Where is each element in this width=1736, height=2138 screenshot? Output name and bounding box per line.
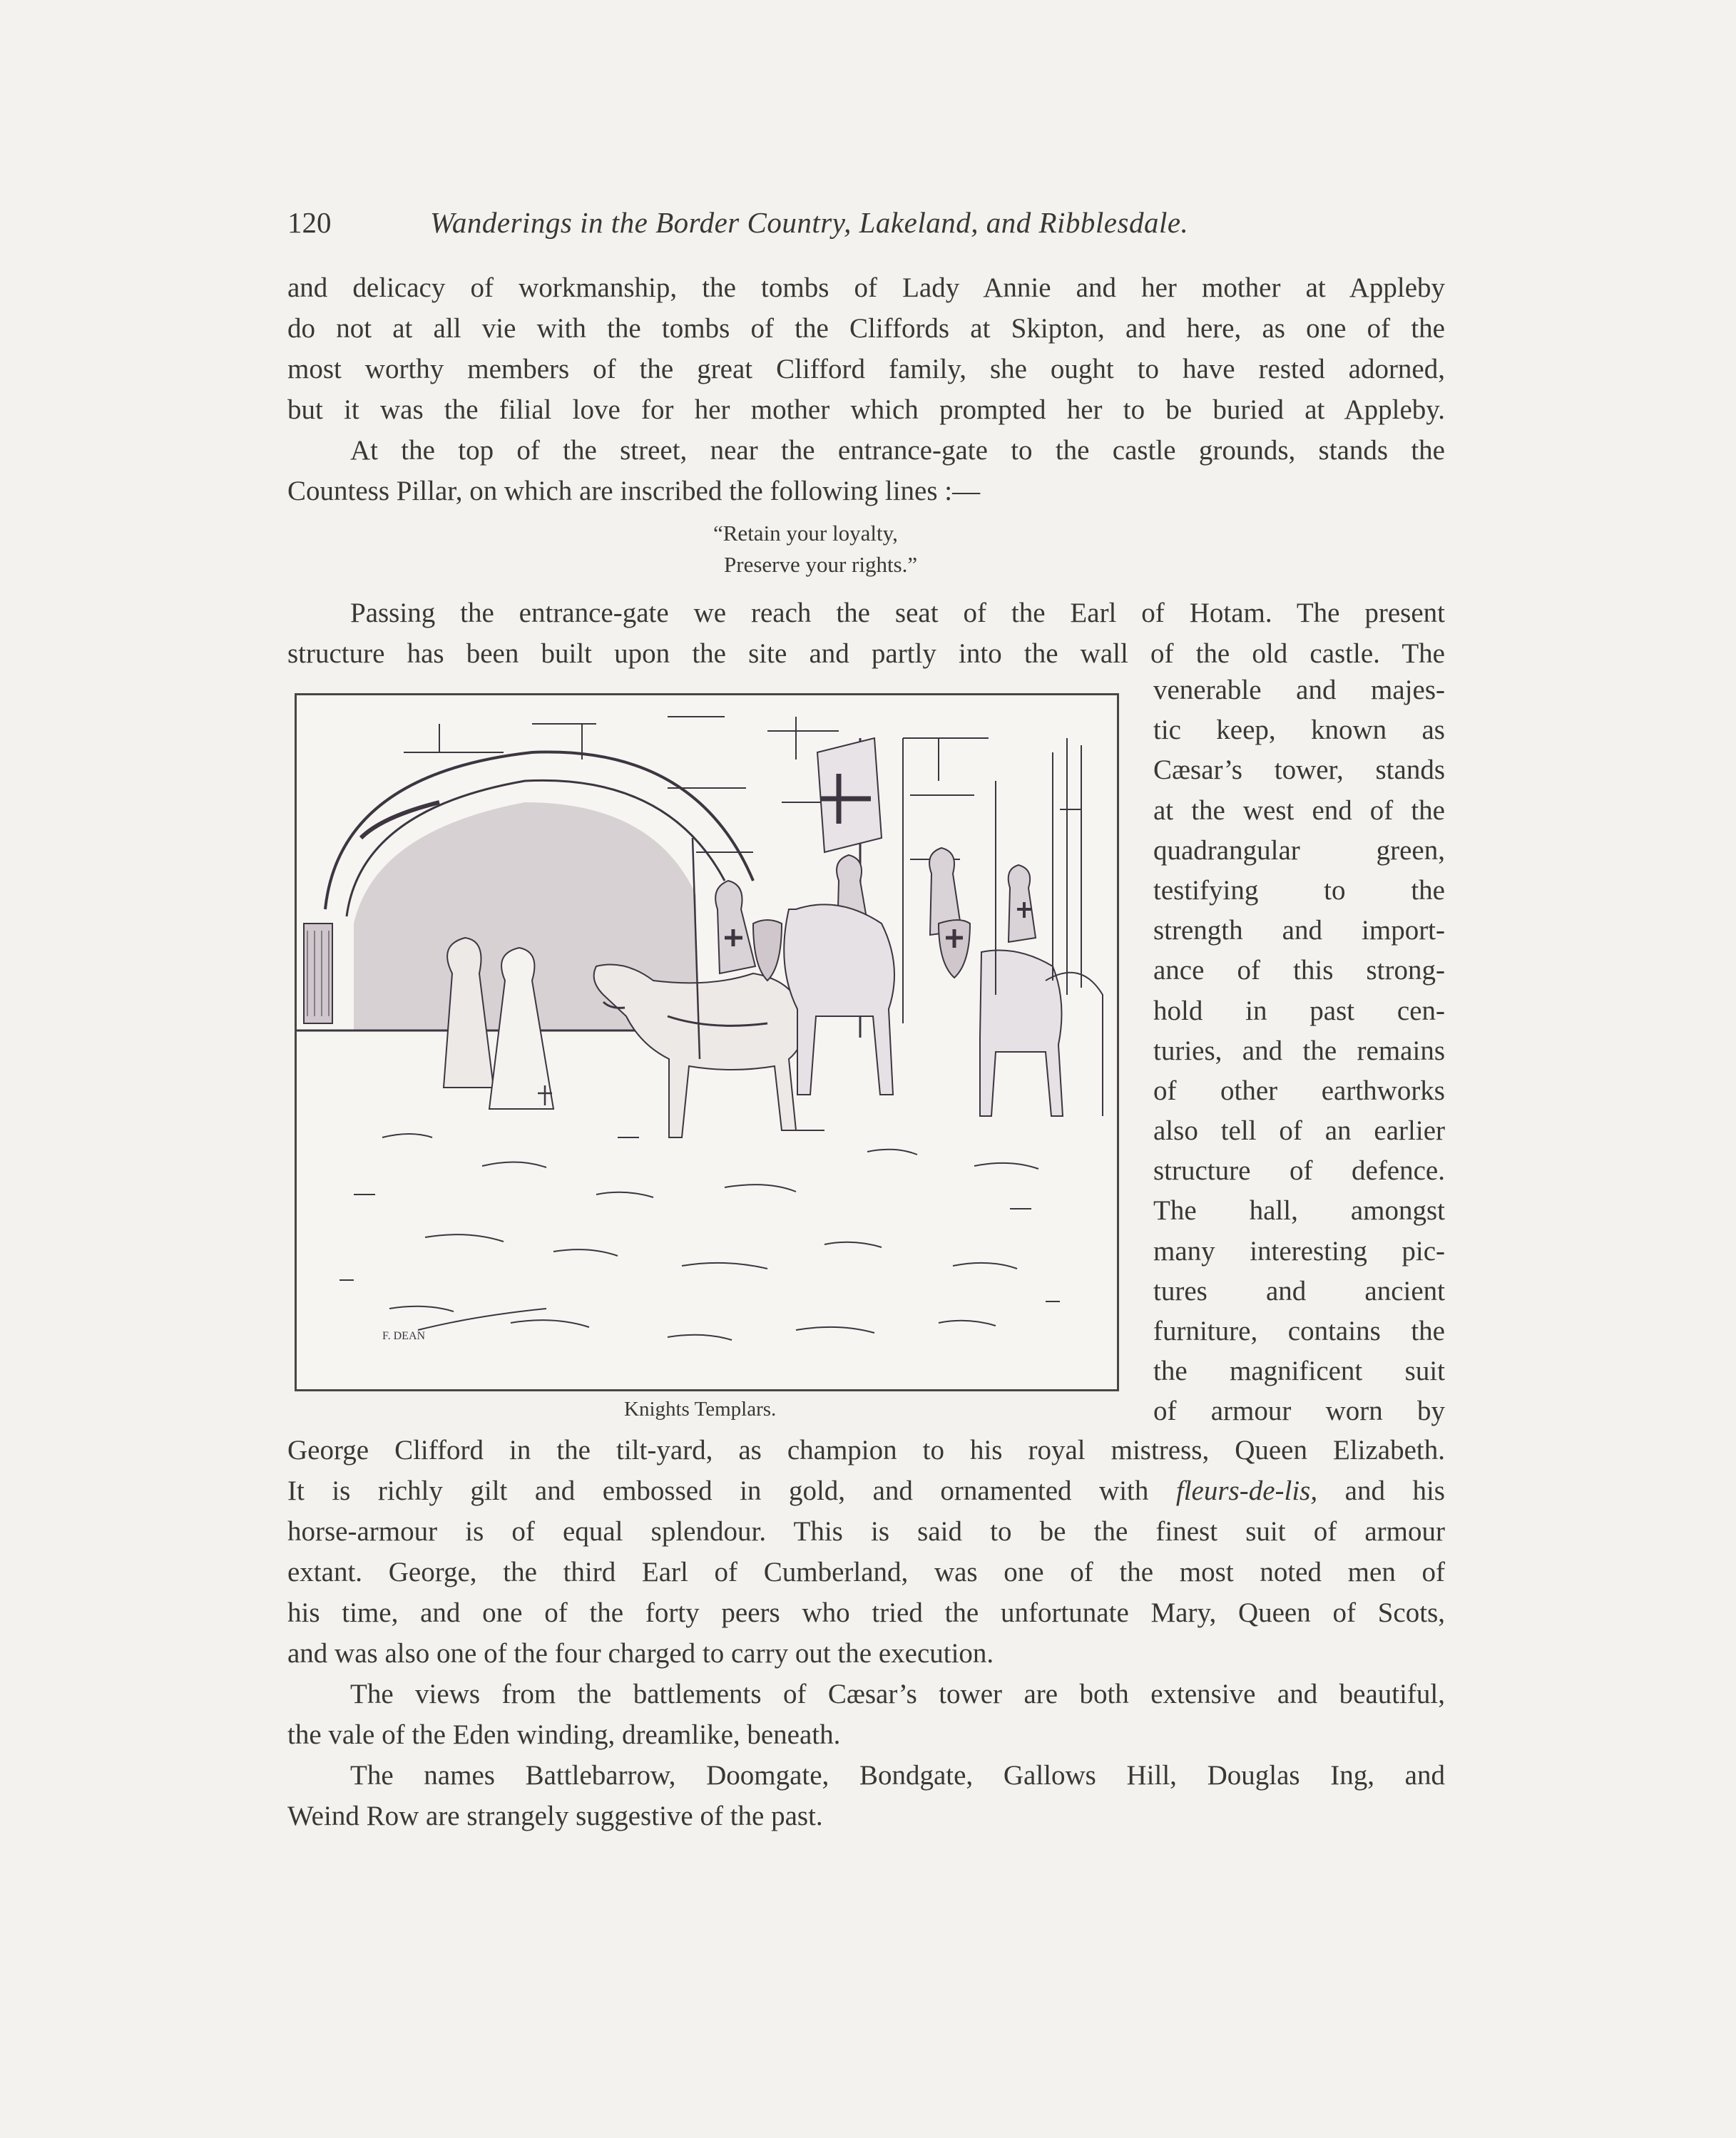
text-line: at the west end of the bbox=[1153, 794, 1445, 826]
inscription-quote bbox=[713, 518, 917, 580]
text-line: Countess Pillar, on which are inscribed the following lines :— bbox=[287, 476, 981, 506]
text-line: strength and import- bbox=[1153, 915, 1445, 946]
text-line: tic keep, known as bbox=[1153, 715, 1445, 746]
paragraph-4 bbox=[287, 1674, 1445, 1755]
text-line: The hall, amongst bbox=[1153, 1195, 1445, 1227]
text-line: structure of defence. bbox=[1153, 1155, 1445, 1187]
quote-line: “Retain your loyalty, bbox=[713, 521, 898, 546]
page-number: 120 bbox=[287, 206, 332, 239]
text-line: of armour worn by bbox=[1153, 1396, 1445, 1427]
illustrator-signature: F. DEAN bbox=[382, 1330, 426, 1342]
text-line: The views from the battlements of Cæsar’s tower are both extensive and beautiful, bbox=[350, 1679, 1445, 1709]
text-line: Cæsar’s tower, stands bbox=[1153, 755, 1445, 786]
paragraph-3-continued bbox=[287, 1430, 1445, 1674]
text-line: and delicacy of workmanship, the tombs of Lady Annie and her mother at Appleby bbox=[287, 272, 1445, 303]
text-line: and was also one of the four charged to carry out the execution. bbox=[287, 1638, 994, 1669]
text-line: George Clifford in the tilt-yard, as champion to his royal mistress, Queen Elizabeth. bbox=[287, 1435, 1445, 1466]
text-line: ance of this strong- bbox=[1153, 955, 1445, 986]
paragraph-3 bbox=[287, 593, 1445, 674]
knights-templars-illustration bbox=[295, 693, 1119, 1391]
paragraph-2 bbox=[287, 430, 1445, 511]
text-line: hold in past cen- bbox=[1153, 995, 1445, 1026]
text-line: furniture, contains the bbox=[1153, 1316, 1445, 1346]
quote-line: Preserve your rights.” bbox=[724, 552, 918, 577]
text-line: The names Battlebarrow, Doomgate, Bondgate, Gallows Hill, Douglas Ing, and bbox=[350, 1760, 1445, 1791]
text-line: his time, and one of the forty peers who tried the unfortunate Mary, Queen of Scots, bbox=[287, 1597, 1445, 1628]
text-line: structure has been built upon the site and partly into the wall of the old castle. The bbox=[287, 638, 1445, 669]
paragraph-1 bbox=[287, 267, 1445, 430]
text-line: Weind Row are strangely suggestive of the past. bbox=[287, 1801, 823, 1831]
running-title: Wanderings in the Border Country, Lakeland, and Ribblesdale. bbox=[430, 206, 1189, 239]
text-line: the vale of the Eden winding, dreamlike, beneath. bbox=[287, 1719, 841, 1750]
text-line: the magnificent suit bbox=[1153, 1356, 1445, 1387]
text-span: It is richly gilt and embossed in gold, and ornamented with bbox=[287, 1475, 1176, 1506]
text-line: At the top of the street, near the entrance-gate to the castle grounds, stands the bbox=[350, 435, 1445, 466]
italic-term: fleurs-de-lis, bbox=[1175, 1475, 1318, 1506]
text-line bbox=[287, 1470, 1445, 1511]
text-line: tures and ancient bbox=[1153, 1275, 1445, 1306]
text-line: extant. George, the third Earl of Cumberland, was one of the most noted men of bbox=[287, 1557, 1445, 1587]
running-header bbox=[287, 205, 1314, 248]
text-line: also tell of an earlier bbox=[1153, 1115, 1445, 1147]
text-line: of other earthworks bbox=[1153, 1075, 1445, 1106]
text-line: most worthy members of the great Clifford family, she ought to have rested adorned, bbox=[287, 354, 1445, 384]
text-line: turies, and the remains bbox=[1153, 1035, 1445, 1066]
text-line: do not at all vie with the tombs of the Cliffords at Skipton, and here, as one of the bbox=[287, 313, 1445, 344]
text-line: but it was the filial love for her mother which prompted her to be buried at Appleby. bbox=[287, 394, 1445, 425]
text-line: venerable and majes- bbox=[1153, 675, 1445, 705]
text-line: Passing the entrance-gate we reach the seat of the Earl of Hotam. The present bbox=[350, 598, 1445, 628]
text-span: and his bbox=[1317, 1475, 1445, 1506]
wrapped-text-column bbox=[1153, 670, 1445, 1432]
text-line: many interesting pic- bbox=[1153, 1235, 1445, 1267]
text-line: quadrangular green, bbox=[1153, 834, 1445, 866]
text-line: testifying to the bbox=[1153, 874, 1445, 906]
paragraph-5 bbox=[287, 1755, 1445, 1836]
figure-caption: Knights Templars. bbox=[624, 1398, 777, 1421]
text-line: horse-armour is of equal splendour. This is said to be the finest suit of armour bbox=[287, 1516, 1445, 1547]
